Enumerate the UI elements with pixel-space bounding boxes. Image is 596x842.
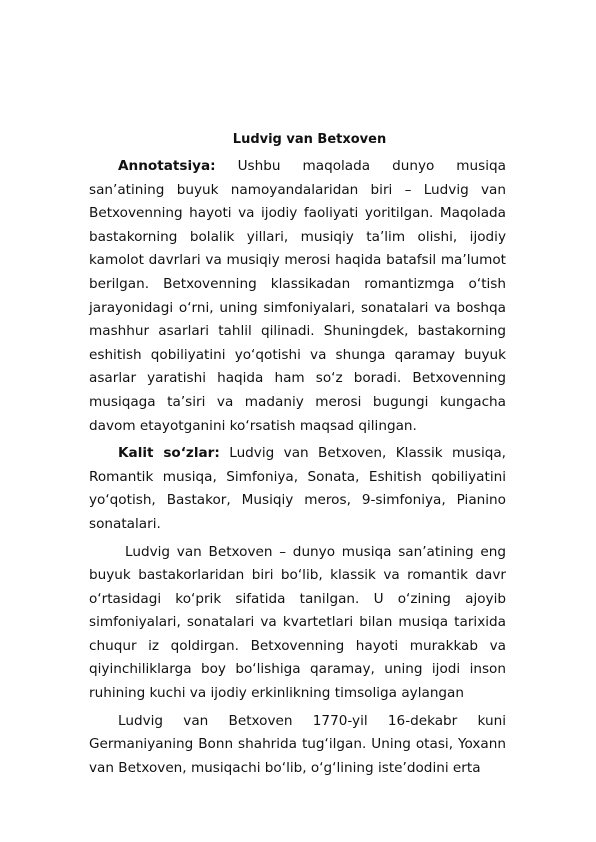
keywords-text: Ludvig van Betxoven, Klassik musiqa, Romantik musiqa, Simfoniya, Sonata, Eshitish qobiliyatini yo‘qotish, Bastakor, Musiqiy meros, 9-simfoniya, Pianino sonatalari. <box>89 445 506 532</box>
annotation-label: Annotatsiya: <box>118 158 216 174</box>
body-paragraph-biography: Ludvig van Betxoven 1770-yil 16-dekabr kuni Germaniyaning Bonn shahrida tug‘ilgan. Uning otasi, Yoxann van Betxoven, musiqachi bo‘lib, o‘g‘lining iste’dodini erta <box>89 712 506 776</box>
annotation-text: Ushbu maqolada dunyo musiqa san’atining buyuk namoyandalaridan biri – Ludvig van Betxovenning hayoti va ijodiy faoliyati yoritilgan. Maqolada bastakorning bolalik yillari, musiqiy ta’lim olishi, ijodiy kamolot davrlari va musiqiy merosi haqida batafsil ma’lumot berilgan. Betxovenning klassikadan romantizmga o‘tish jarayonidagi o‘rni, uning simfoniyalari, sonatalari va boshqa mashhur asarlari tahlil qilinadi. Shuningdek, bastakorning eshitish qobiliyatini yo‘qotishi va shunga qaramay buyuk asarlar yaratishi haqida ham so‘z boradi. Betxovenning musiqaga ta’siri va madaniy merosi bugungi kungacha davom etayotganini ko‘rsatish maqsad qilingan. <box>89 158 506 434</box>
article-body <box>89 131 506 780</box>
body-paragraph-intro: Ludvig van Betxoven – dunyo musiqa san’atining eng buyuk bastakorlaridan biri bo‘lib, klassik va romantik davr o‘rtasidagi ko‘prik sifatida tanilgan. U o‘zining ajoyib simfoniyalari, sonatalari va kvartetlari bilan musiqa tarixida chuqur iz qoldirgan. Betxovenning hayoti murakkab va qiyinchiliklarga boy bo‘lishiga qaramay, uning ijodi inson ruhining kuchi va ijodiy erkinlikning timsoliga aylangan <box>89 543 506 702</box>
article-title: Ludvig van Betxoven <box>232 132 387 147</box>
keywords-label: Kalit so‘zlar: <box>118 445 220 462</box>
keywords-paragraph <box>89 442 506 536</box>
annotation-paragraph <box>89 155 506 438</box>
